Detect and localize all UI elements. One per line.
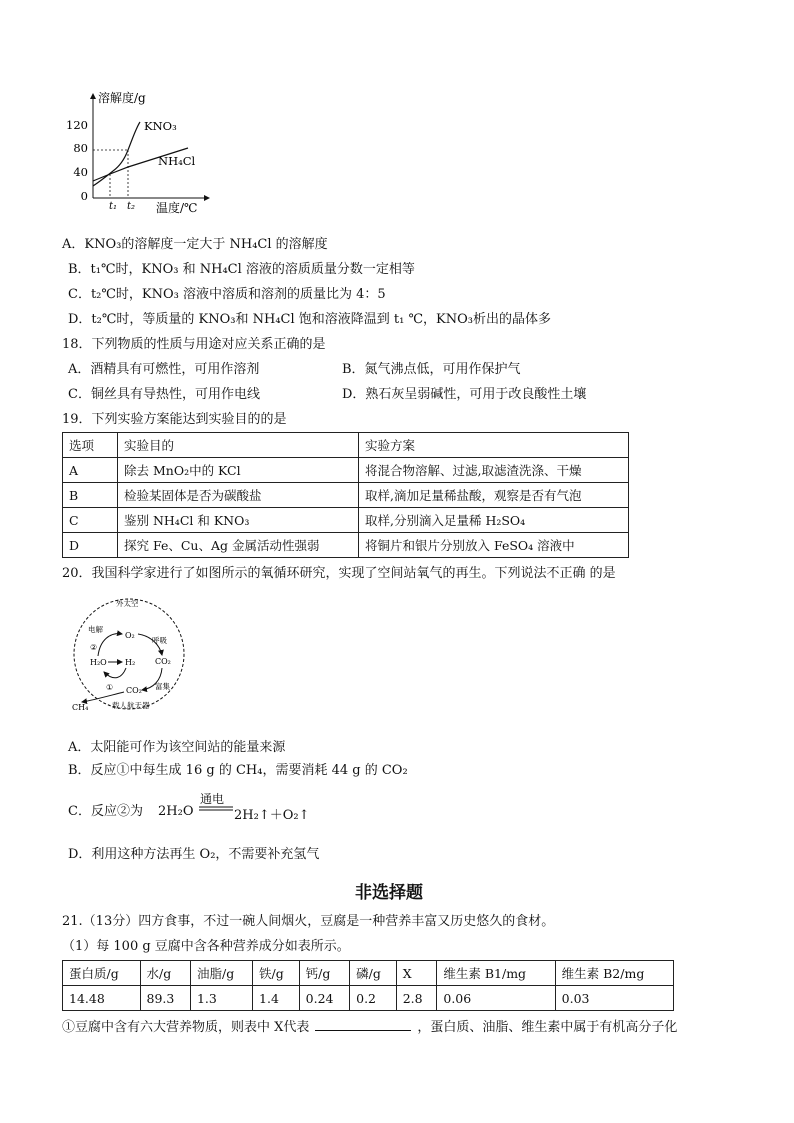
q19-stem: 19．下列实验方案能达到实验目的的是 [62,412,287,427]
table-cell: 14.48 [63,986,141,1011]
equation-products: 2H₂↑＋O₂↑ [234,808,310,823]
q21-question-part2: ，蛋白质、油脂、维生素中属于有机高分子化 [417,1020,678,1035]
equation-reactant: 2H₂O [158,804,194,819]
table-cell: 0.06 [437,986,555,1011]
table-row [63,508,629,533]
oxygen-cycle-diagram [68,592,190,716]
q20-option-c-prefix: C．反应②为 [68,804,143,819]
table-cell: B [63,483,118,508]
y-tick-label: 80 [73,141,88,155]
label-electrolysis: 电解 [88,625,103,634]
label-ch4: CH₄ [72,703,89,712]
arrow-reaction-1 [104,668,126,678]
table-header-cell: 维生素 B1/mg [437,961,555,986]
q18-stem: 18．下列物质的性质与用途对应关系正确的是 [62,337,326,352]
table-row [63,533,629,558]
table-cell: 探究 Fe、Cu、Ag 金属活动性强弱 [118,533,359,558]
label-reaction-1: ① [106,683,114,692]
q20-option-b: B．反应①中每生成 16 g 的 CH₄，需要消耗 44 g 的 CO₂ [68,763,408,778]
table-header-cell: 实验方案 [359,433,629,458]
table-row [63,483,629,508]
q21-question-line [62,1017,677,1037]
q21-question-part1: ①豆腐中含有六大营养物质，则表中 X代表 [62,1020,310,1035]
series-label-kno3: KNO₃ [144,119,177,133]
table-header-cell: 水/g [140,961,190,986]
table-cell: 1.3 [190,986,252,1011]
series-label-nh4cl: NH₄Cl [158,154,196,168]
q18-option-b: B．氮气沸点低，可用作保护气 [342,362,521,377]
solubility-chart [60,88,220,216]
table-row [63,458,629,483]
table-cell: 1.4 [253,986,300,1011]
table-cell: 2.8 [396,986,437,1011]
label-h2o: H₂O [90,658,107,667]
section-title: 非选择题 [355,883,423,903]
q21-stem: 21.（13分）四方食事，不过一碗人间烟火，豆腐是一种营养丰富又历史悠久的食材。 [62,914,555,929]
table-cell: 除去 MnO₂中的 KCl [118,458,359,483]
label-outer-space: 外太空 [116,599,139,608]
answer-blank[interactable] [315,1017,411,1031]
q20-option-a: A．太阳能可作为该空间站的能量来源 [68,740,286,755]
q19-table [62,432,629,558]
table-cell: A [63,458,118,483]
label-spacecraft: 载人航天器 [112,701,150,710]
equation-double-line [199,806,233,812]
q18-option-a: A．酒精具有可燃性，可用作溶剂 [68,362,260,377]
q18-option-d: D．熟石灰呈弱碱性，可用于改良酸性土壤 [342,387,587,402]
label-co2-right: CO₂ [155,657,171,666]
table-cell: D [63,533,118,558]
label-breath: 呼吸 [152,636,167,645]
table-cell: 89.3 [140,986,190,1011]
label-enrich: 富集 [155,682,170,691]
label-co2-bottom: CO₂ [126,686,142,695]
x-tick-label: t₂ [127,201,136,212]
table-cell: 取样,分别滴入足量稀 H₂SO₄ [359,508,629,533]
q17-option-d: D．t₂℃时，等质量的 KNO₃和 NH₄Cl 饱和溶液降温到 t₁ ℃，KNO₃析出的晶体多 [68,312,551,327]
q17-option-a: A．KNO₃的溶解度一定大于 NH₄Cl 的溶解度 [62,237,328,252]
label-o2: O₂ [125,631,135,640]
table-header-cell: 实验目的 [118,433,359,458]
table-header-cell: X [396,961,437,986]
q20-option-d: D．利用这种方法再生 O₂，不需要补充氢气 [68,847,320,862]
q17-option-c: C．t₂℃时，KNO₃ 溶液中溶质和溶剂的质量比为 4：5 [68,287,386,302]
arrow-h2o-to-o2 [98,634,122,656]
label-h2: H₂ [125,658,136,667]
y-tick-label: 120 [66,118,88,132]
table-header-cell: 磷/g [350,961,397,986]
table-header-cell: 维生素 B2/mg [555,961,673,986]
table-cell: 0.2 [350,986,397,1011]
x-axis-arrow [204,195,210,201]
q18-option-c: C．铜丝具有导热性，可用作电线 [68,387,260,402]
series-line-kno3 [93,122,140,186]
table-header-cell: 钙/g [299,961,349,986]
nutrition-table [62,960,674,1011]
table-cell: C [63,508,118,533]
table-row [63,961,674,986]
table-header-cell: 蛋白质/g [63,961,141,986]
y-axis-label: 溶解度/g [98,91,146,105]
q20-stem: 20．我国科学家进行了如图所示的氧循环研究，实现了空间站氧气的再生。下列说法不正确 的是 [62,566,616,581]
table-cell: 鉴别 NH₄Cl 和 KNO₃ [118,508,359,533]
table-cell: 将混合物溶解、过滤,取滤渣洗涤、干燥 [359,458,629,483]
table-header-cell: 选项 [63,433,118,458]
equation-condition: 通电 [200,792,225,806]
y-tick-label: 40 [73,165,88,179]
table-header-cell: 油脂/g [190,961,252,986]
table-cell: 将铜片和银片分别放入 FeSO₄ 溶液中 [359,533,629,558]
y-axis-arrow [90,93,96,99]
q21-sub1: （1）每 100 g 豆腐中含各种营养成分如表所示。 [62,939,350,954]
table-cell: 0.24 [299,986,349,1011]
table-cell: 取样,滴加足量稀盐酸，观察是否有气泡 [359,483,629,508]
label-reaction-2: ② [90,643,98,652]
table-cell: 0.03 [555,986,673,1011]
table-cell: 检验某固体是否为碳酸盐 [118,483,359,508]
table-row [63,986,674,1011]
x-axis-label: 温度/℃ [156,201,198,215]
q17-option-b: B．t₁℃时，KNO₃ 和 NH₄Cl 溶液的溶质质量分数一定相等 [68,262,415,277]
y-tick-label: 0 [80,189,88,203]
table-row [63,433,629,458]
x-tick-label: t₁ [109,201,118,212]
table-header-cell: 铁/g [253,961,300,986]
